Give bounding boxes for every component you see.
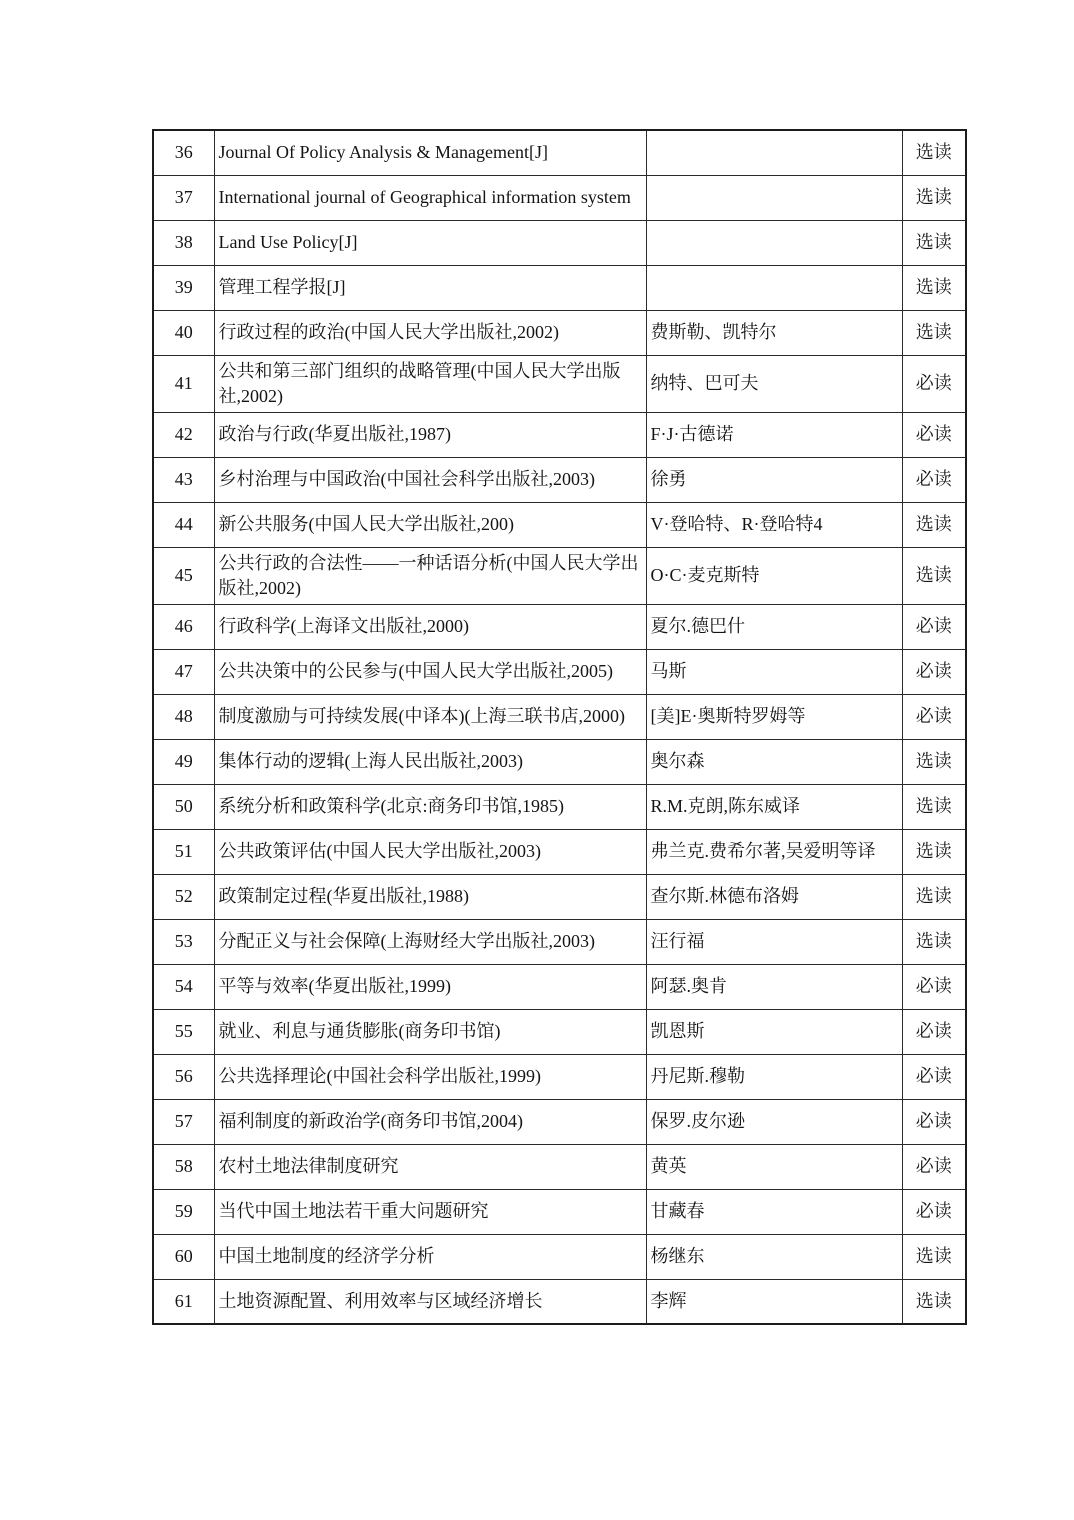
row-number-cell: 58: [153, 1144, 214, 1189]
table-row: [153, 784, 966, 829]
author-cell: 汪行福: [646, 919, 902, 964]
title-cell: 公共政策评估(中国人民大学出版社,2003): [214, 829, 646, 874]
title-cell: 集体行动的逻辑(上海人民出版社,2003): [214, 739, 646, 784]
status-cell: 选读: [902, 1234, 966, 1279]
table-row: [153, 130, 966, 175]
table-row: [153, 649, 966, 694]
table-row: [153, 1279, 966, 1324]
author-cell: 费斯勒、凯特尔: [646, 310, 902, 355]
row-number-cell: 39: [153, 265, 214, 310]
author-cell: 弗兰克.费希尔著,吴爱明等译: [646, 829, 902, 874]
table-row: [153, 1054, 966, 1099]
title-cell: International journal of Geographical information system: [214, 175, 646, 220]
status-cell: 必读: [902, 604, 966, 649]
table-row: [153, 412, 966, 457]
author-cell: [美]E·奥斯特罗姆等: [646, 694, 902, 739]
author-cell: [646, 175, 902, 220]
author-cell: 凯恩斯: [646, 1009, 902, 1054]
title-cell: 福利制度的新政治学(商务印书馆,2004): [214, 1099, 646, 1144]
status-cell: 选读: [902, 829, 966, 874]
table-row: [153, 355, 966, 412]
status-cell: 必读: [902, 1099, 966, 1144]
status-cell: 必读: [902, 457, 966, 502]
title-cell: 中国土地制度的经济学分析: [214, 1234, 646, 1279]
title-cell: 农村土地法律制度研究: [214, 1144, 646, 1189]
title-cell: Land Use Policy[J]: [214, 220, 646, 265]
author-cell: V·登哈特、R·登哈特4: [646, 502, 902, 547]
author-cell: 纳特、巴可夫: [646, 355, 902, 412]
table-row: [153, 220, 966, 265]
author-cell: O·C·麦克斯特: [646, 547, 902, 604]
table-row: [153, 547, 966, 604]
title-cell: 政治与行政(华夏出版社,1987): [214, 412, 646, 457]
table-row: [153, 1144, 966, 1189]
title-cell: 就业、利息与通货膨胀(商务印书馆): [214, 1009, 646, 1054]
author-cell: 奥尔森: [646, 739, 902, 784]
status-cell: 必读: [902, 355, 966, 412]
author-cell: 甘藏春: [646, 1189, 902, 1234]
row-number-cell: 41: [153, 355, 214, 412]
table-row: [153, 175, 966, 220]
table-row: [153, 457, 966, 502]
table-row: [153, 739, 966, 784]
row-number-cell: 56: [153, 1054, 214, 1099]
title-cell: 公共和第三部门组织的战略管理(中国人民大学出版社,2002): [214, 355, 646, 412]
table-row: [153, 1234, 966, 1279]
status-cell: 选读: [902, 874, 966, 919]
row-number-cell: 45: [153, 547, 214, 604]
author-cell: [646, 265, 902, 310]
title-cell: 新公共服务(中国人民大学出版社,200): [214, 502, 646, 547]
title-cell: 制度激励与可持续发展(中译本)(上海三联书店,2000): [214, 694, 646, 739]
status-cell: 必读: [902, 412, 966, 457]
reading-list-body: [153, 130, 966, 1324]
row-number-cell: 59: [153, 1189, 214, 1234]
author-cell: [646, 130, 902, 175]
author-cell: 黄英: [646, 1144, 902, 1189]
status-cell: 选读: [902, 310, 966, 355]
status-cell: 选读: [902, 175, 966, 220]
row-number-cell: 49: [153, 739, 214, 784]
title-cell: 公共行政的合法性——一种话语分析(中国人民大学出版社,2002): [214, 547, 646, 604]
row-number-cell: 55: [153, 1009, 214, 1054]
title-cell: 当代中国土地法若干重大问题研究: [214, 1189, 646, 1234]
status-cell: 选读: [902, 547, 966, 604]
row-number-cell: 52: [153, 874, 214, 919]
status-cell: 必读: [902, 649, 966, 694]
row-number-cell: 48: [153, 694, 214, 739]
row-number-cell: 43: [153, 457, 214, 502]
table-row: [153, 604, 966, 649]
table-row: [153, 1099, 966, 1144]
reading-list-table: [152, 129, 967, 1325]
status-cell: 必读: [902, 694, 966, 739]
row-number-cell: 51: [153, 829, 214, 874]
row-number-cell: 37: [153, 175, 214, 220]
row-number-cell: 40: [153, 310, 214, 355]
status-cell: 必读: [902, 1054, 966, 1099]
row-number-cell: 54: [153, 964, 214, 1009]
table-row: [153, 829, 966, 874]
title-cell: 行政过程的政治(中国人民大学出版社,2002): [214, 310, 646, 355]
row-number-cell: 60: [153, 1234, 214, 1279]
author-cell: 阿瑟.奥肯: [646, 964, 902, 1009]
author-cell: R.M.克朗,陈东威译: [646, 784, 902, 829]
title-cell: 管理工程学报[J]: [214, 265, 646, 310]
status-cell: 选读: [902, 739, 966, 784]
status-cell: 选读: [902, 919, 966, 964]
row-number-cell: 36: [153, 130, 214, 175]
author-cell: F·J·古德诺: [646, 412, 902, 457]
table-row: [153, 964, 966, 1009]
row-number-cell: 42: [153, 412, 214, 457]
author-cell: 夏尔.德巴什: [646, 604, 902, 649]
author-cell: 丹尼斯.穆勒: [646, 1054, 902, 1099]
row-number-cell: 47: [153, 649, 214, 694]
row-number-cell: 53: [153, 919, 214, 964]
row-number-cell: 44: [153, 502, 214, 547]
table-row: [153, 1189, 966, 1234]
title-cell: 乡村治理与中国政治(中国社会科学出版社,2003): [214, 457, 646, 502]
status-cell: 选读: [902, 220, 966, 265]
status-cell: 必读: [902, 1009, 966, 1054]
status-cell: 必读: [902, 964, 966, 1009]
title-cell: 行政科学(上海译文出版社,2000): [214, 604, 646, 649]
row-number-cell: 57: [153, 1099, 214, 1144]
table-row: [153, 1009, 966, 1054]
author-cell: 徐勇: [646, 457, 902, 502]
table-row: [153, 919, 966, 964]
author-cell: 李辉: [646, 1279, 902, 1324]
table-row: [153, 874, 966, 919]
table-row: [153, 310, 966, 355]
status-cell: 选读: [902, 265, 966, 310]
status-cell: 选读: [902, 130, 966, 175]
status-cell: 选读: [902, 784, 966, 829]
author-cell: 杨继东: [646, 1234, 902, 1279]
title-cell: 分配正义与社会保障(上海财经大学出版社,2003): [214, 919, 646, 964]
status-cell: 必读: [902, 1144, 966, 1189]
row-number-cell: 38: [153, 220, 214, 265]
author-cell: [646, 220, 902, 265]
title-cell: 公共选择理论(中国社会科学出版社,1999): [214, 1054, 646, 1099]
row-number-cell: 61: [153, 1279, 214, 1324]
title-cell: 土地资源配置、利用效率与区域经济增长: [214, 1279, 646, 1324]
title-cell: 平等与效率(华夏出版社,1999): [214, 964, 646, 1009]
author-cell: 马斯: [646, 649, 902, 694]
author-cell: 查尔斯.林德布洛姆: [646, 874, 902, 919]
table-row: [153, 694, 966, 739]
author-cell: 保罗.皮尔逊: [646, 1099, 902, 1144]
row-number-cell: 50: [153, 784, 214, 829]
title-cell: 系统分析和政策科学(北京:商务印书馆,1985): [214, 784, 646, 829]
title-cell: 公共决策中的公民参与(中国人民大学出版社,2005): [214, 649, 646, 694]
row-number-cell: 46: [153, 604, 214, 649]
title-cell: 政策制定过程(华夏出版社,1988): [214, 874, 646, 919]
table-row: [153, 502, 966, 547]
status-cell: 必读: [902, 1189, 966, 1234]
table-row: [153, 265, 966, 310]
title-cell: Journal Of Policy Analysis & Management[J]: [214, 130, 646, 175]
status-cell: 选读: [902, 502, 966, 547]
status-cell: 选读: [902, 1279, 966, 1324]
